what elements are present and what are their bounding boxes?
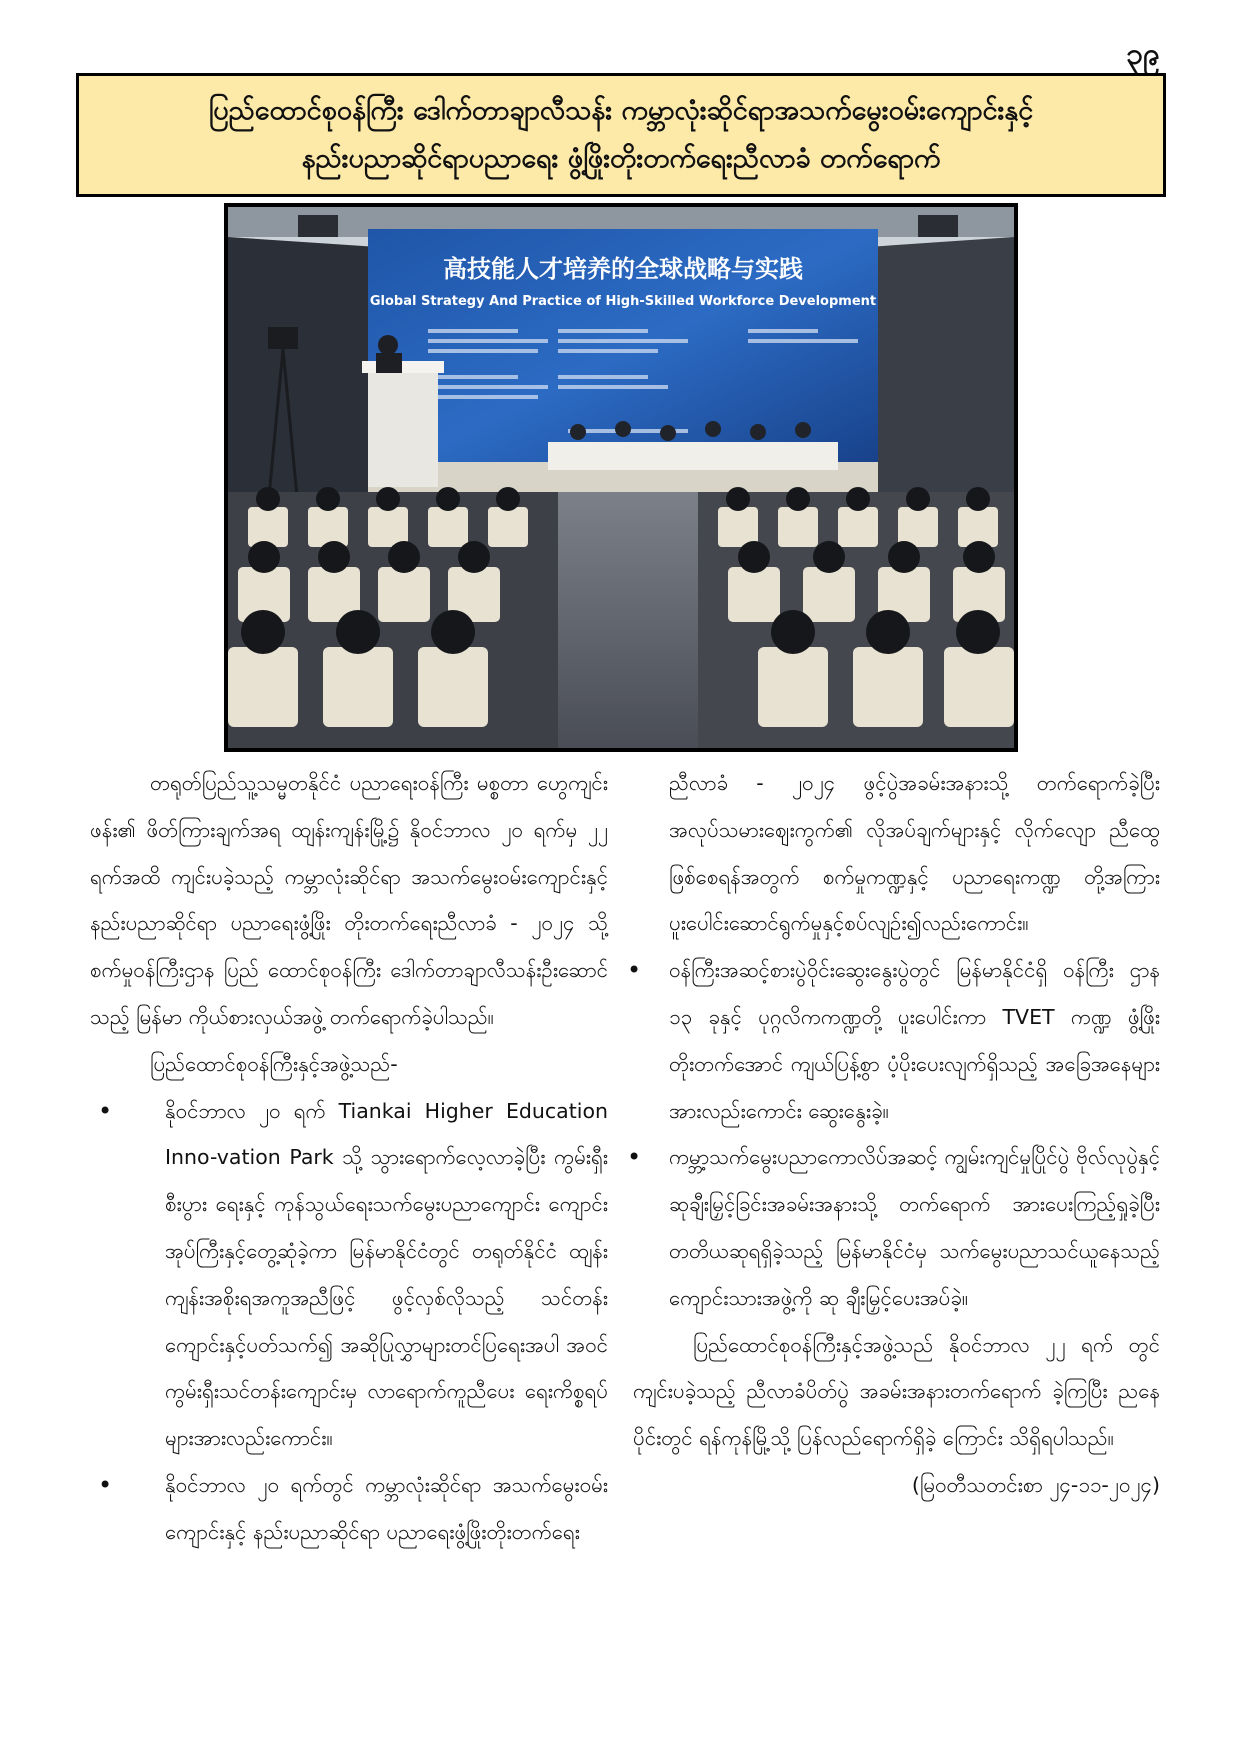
conference-photo <box>224 203 1018 752</box>
banner-english-text: Global Strategy And Practice of High-Skilled Workforce Development <box>369 294 877 309</box>
bullet-item: • နိုဝင်ဘာလ ၂၀ ရက် Tiankai Higher Education Inno-vation Park သို့ သွားရောက်လေ့လာခဲ့ပြီး ကွမ်းရှီးစီးပွား ရေးနှင့် ကုန်သွယ်ရေးသက်မွေးပညာကျောင်း ကျောင်း အုပ်ကြီးနှင့်တွေ့ဆုံခဲ့ကာ မြန်မာနိုင်ငံတွင် တရုတ်နိုင်ငံ ထျန်းကျန်းအစိုးရအကူအညီဖြင့် ဖွင့်လှစ်လိုသည့် သင်တန်း ကျောင်းနှင့်ပတ်သက်၍ အဆိုပြုလွှာများတင်ပြရေးအပါ အဝင် ကွမ်းရှီးသင်တန်းကျောင်းမှ လာရောက်ကူညီပေး ရေးကိစ္စရပ်များအားလည်းကောင်း။ <box>90 1088 608 1462</box>
activity-list-continued <box>633 947 1160 1321</box>
intro-paragraph: တရုတ်ပြည်သူ့သမ္မတနိုင်ငံ ပညာရေးဝန်ကြီး မစ္စတာ ဟွေကျင်းဖန်း၏ ဖိတ်ကြားချက်အရ ထျန်းကျန်းမြို့၌ နိုဝင်ဘာလ ၂၀ ရက်မှ ၂၂ ရက်အထိ ကျင်းပခဲ့သည့် ကမ္ဘာလုံးဆိုင်ရာ အသက်မွေးဝမ်းကျောင်းနှင့် နည်းပညာဆိုင်ရာ ပညာရေးဖွံ့ဖြိုး တိုးတက်ရေးညီလာခံ - ၂၀၂၄ သို့ စက်မှုဝန်ကြီးဌာန ပြည် ထောင်စုဝန်ကြီး ဒေါက်တာချာလီသန်းဦးဆောင်သည့် မြန်မာ ကိုယ်စားလှယ်အဖွဲ့ တက်ရောက်ခဲ့ပါသည်။ <box>90 771 608 1029</box>
page-number: ၃၉ <box>1126 37 1160 72</box>
left-column <box>90 760 608 1556</box>
continued-paragraph: ညီလာခံ - ၂၀၂၄ ဖွင့်ပွဲအခမ်းအနားသို့ တက်ရောက်ခဲ့ပြီး အလုပ်သမားဈေးကွက်၏ လိုအပ်ချက်များနှင့် လိုက်လျော ညီထွေဖြစ်စေရန်အတွက် စက်မှုကဏ္ဍနှင့် ပညာရေးကဏ္ဍ တို့အကြား ပူးပေါင်းဆောင်ရွက်မှုနှင့်စပ်လျဉ်း၍လည်းကောင်း။ <box>669 771 1160 936</box>
activity-list <box>90 1088 608 1556</box>
bullet-item: • ကမ္ဘာ့သက်မွေးပညာကောလိပ်အဆင့် ကျွမ်းကျင်မှုပြိုင်ပွဲ ဗိုလ်လုပွဲနှင့် ဆုချီးမြှင့်ခြင်းအခမ်းအနားသို့ တက်ရောက် အားပေးကြည့်ရှုခဲ့ပြီး တတိယဆုရရှိခဲ့သည့် မြန်မာနိုင်ငံမှ သက်မွေးပညာသင်ယူနေသည့် ကျောင်းသားအဖွဲ့ကို ဆု ချီးမြှင့်ပေးအပ်ခဲ့။ <box>633 1134 1160 1321</box>
lead-paragraph: ပြည်ထောင်စုဝန်ကြီးနှင့်အဖွဲ့သည်- <box>150 1051 398 1076</box>
headline-box <box>76 73 1166 197</box>
headline-line-1: ပြည်ထောင်စုဝန်ကြီး ဒေါက်တာချာလီသန်း ကမ္ဘာလုံးဆိုင်ရာအသက်မွေးဝမ်းကျောင်းနှင့် <box>208 95 1034 126</box>
bullet-item: • နိုဝင်ဘာလ ၂၀ ရက်တွင် ကမ္ဘာလုံးဆိုင်ရာ အသက်မွေးဝမ်း ကျောင်းနှင့် နည်းပညာဆိုင်ရာ ပညာရေးဖွံ့ဖြိုးတိုးတက်ရေး <box>90 1462 608 1556</box>
source-citation: (မြဝတီသတင်းစာ ၂၄-၁၁-၂၀၂၄) <box>911 1472 1160 1497</box>
bullet-item: • ဝန်ကြီးအဆင့်စားပွဲဝိုင်းဆွေးနွေးပွဲတွင် မြန်မာနိုင်ငံရှိ ဝန်ကြီး ဌာန ၁၃ ခုနှင့် ပုဂ္ဂလိကကဏ္ဍတို့ ပူးပေါင်းကာ TVET ကဏ္ဍ ဖွံ့ဖြိုးတိုးတက်အောင် ကျယ်ပြန့်စွာ ပံ့ပိုးပေးလျက်ရှိသည့် အခြေအနေများအားလည်းကောင်း ဆွေးနွေးခဲ့။ <box>633 947 1160 1134</box>
banner-chinese-text: 高技能人才培养的全球战略与实践 <box>443 255 803 283</box>
headline-line-2: နည်းပညာဆိုင်ရာပညာရေး ဖွံ့ဖြိုးတိုးတက်ရေးညီလာခံ တက်ရောက် <box>301 143 941 174</box>
closing-paragraph: ပြည်ထောင်စုဝန်ကြီးနှင့်အဖွဲ့သည် နိုဝင်ဘာလ ၂၂ ရက် တွင် ကျင်းပခဲ့သည့် ညီလာခံပိတ်ပွဲ အခမ်းအနားတက်ရောက် ခဲ့ကြပြီး ညနေပိုင်းတွင် ရန်ကုန်မြို့သို့ ပြန်လည်ရောက်ရှိခဲ့ ကြောင်း သိရှိရပါသည်။ <box>633 1332 1160 1451</box>
right-column <box>633 760 1160 1509</box>
